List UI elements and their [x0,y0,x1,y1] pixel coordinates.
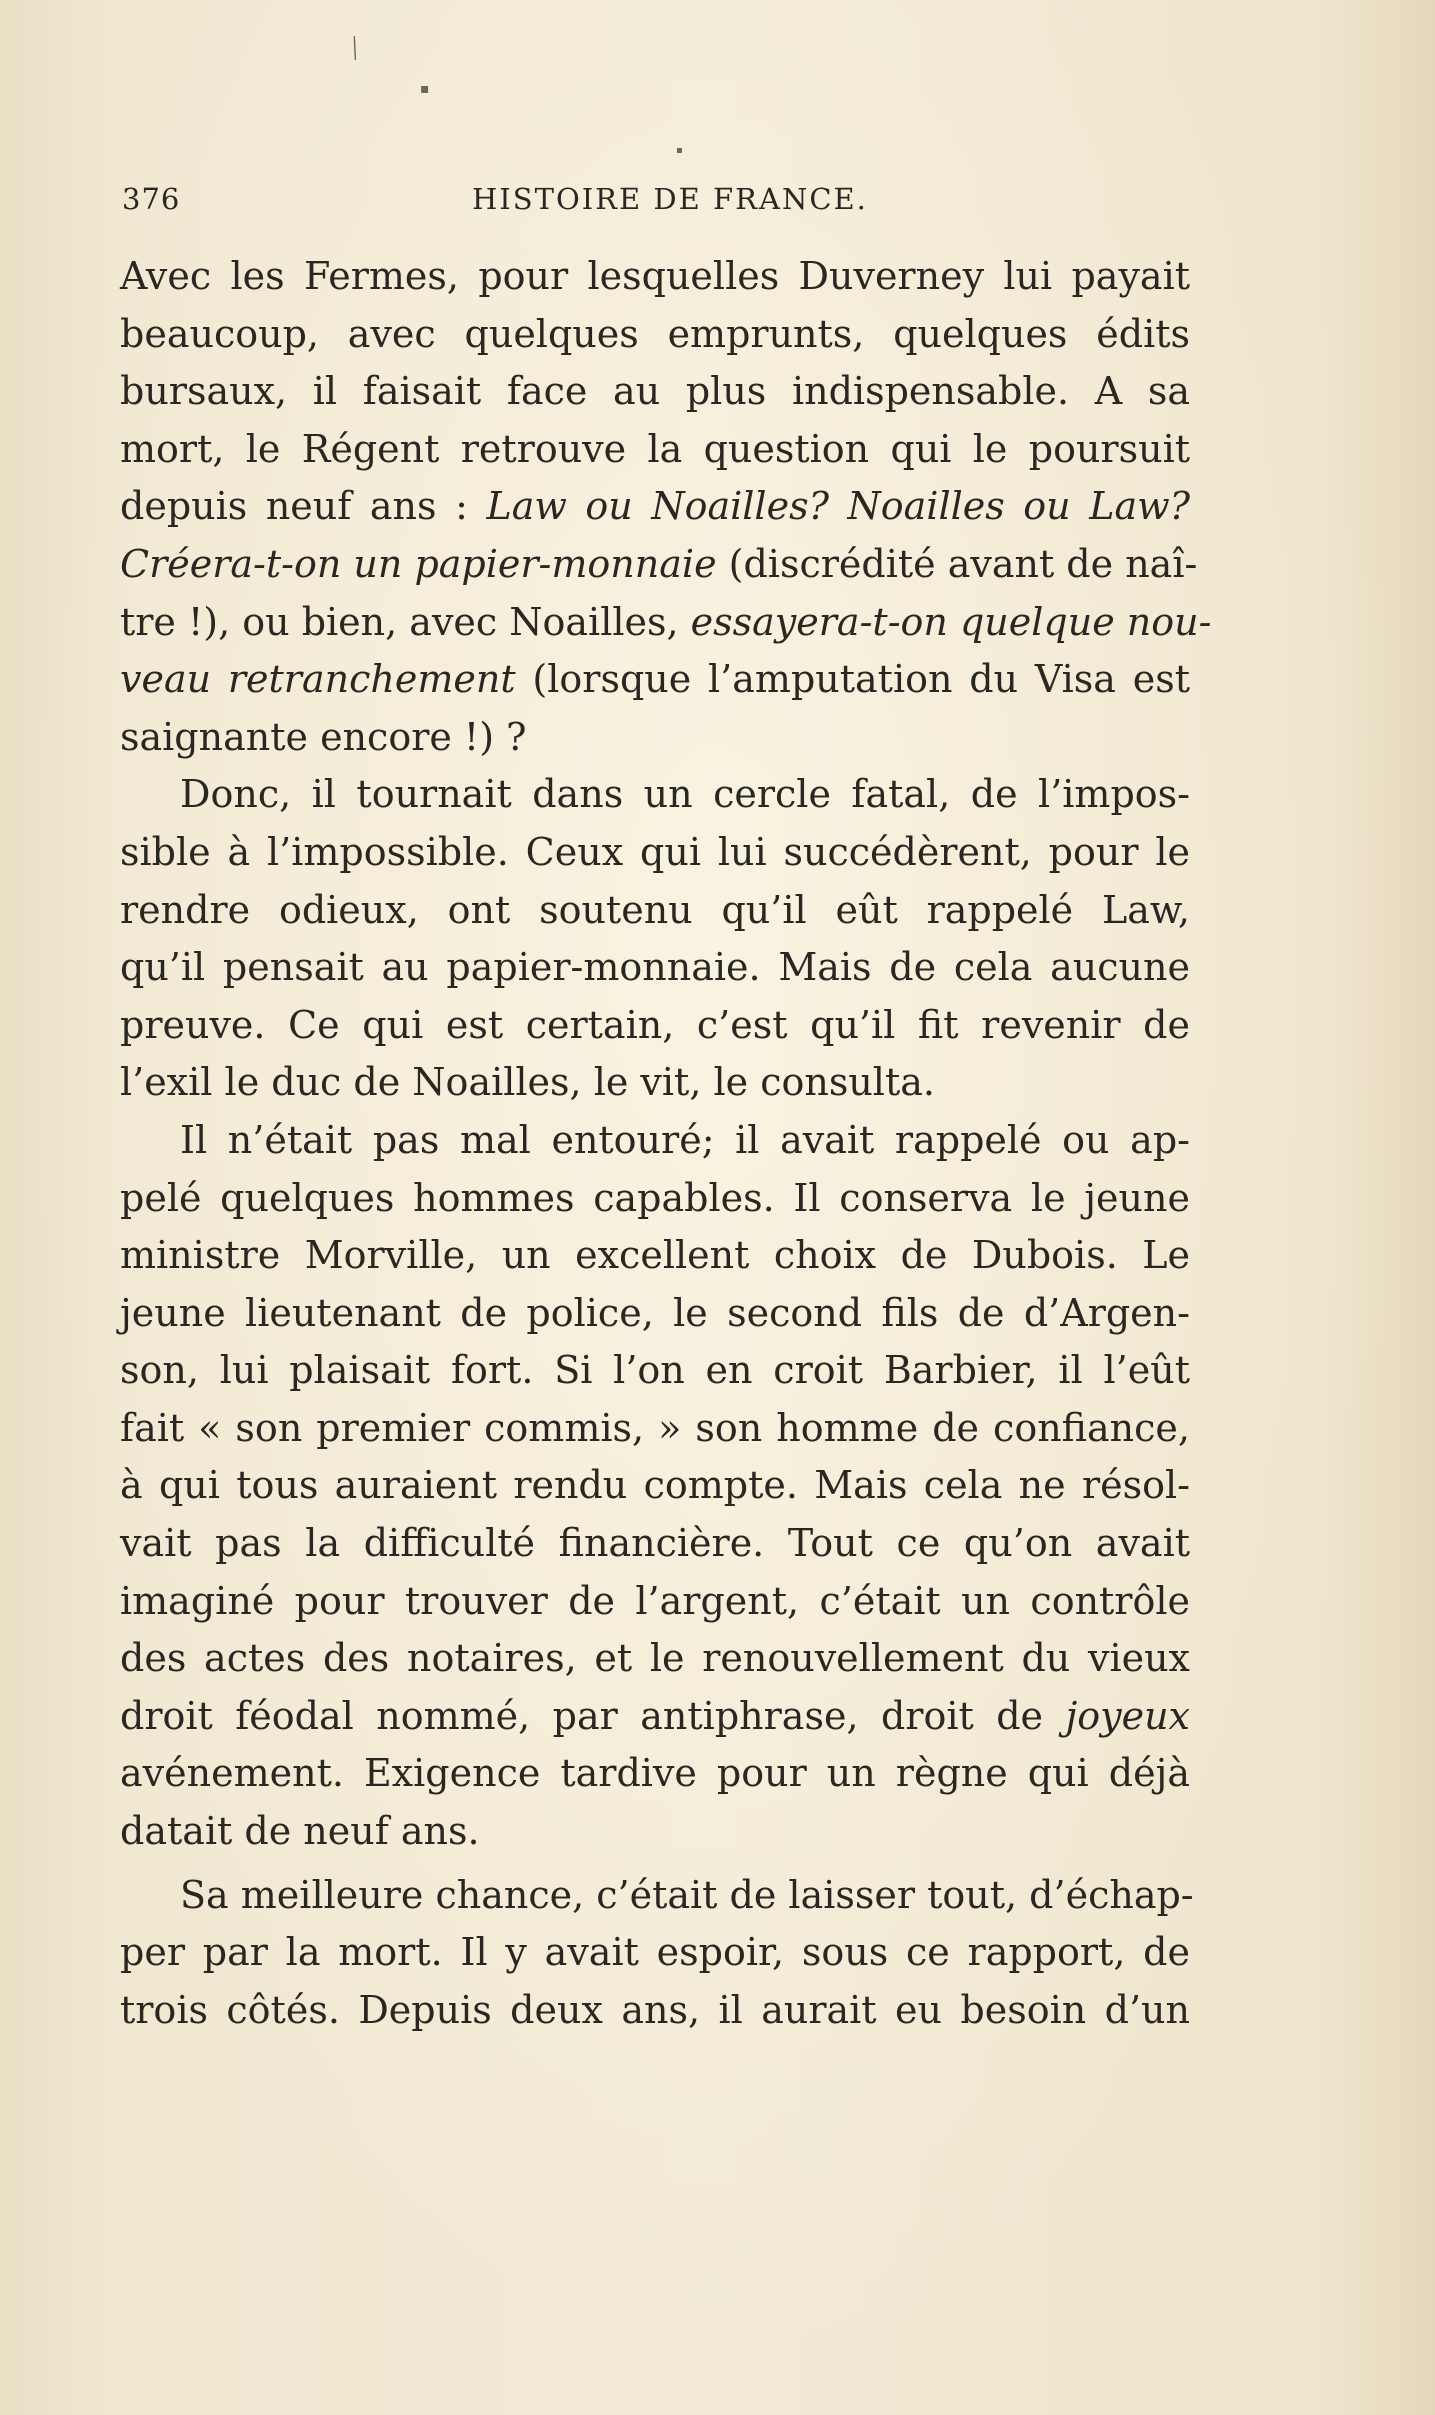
text-line [120,478,1190,536]
text-line [120,997,1190,1055]
text-run: Il n’était pas mal entouré; il avait rappelé ou ap- [180,1117,1190,1162]
text-line [120,421,1190,479]
text-run: mort, le Régent retrouve la question qui le poursuit [120,426,1190,471]
text-line [120,363,1190,421]
text-run: des actes des notaires, et le renouvellement du vieux [120,1636,1190,1681]
italic-text: joyeux [1065,1693,1190,1738]
text-run: preuve. Ce qui est certain, c’est qu’il fit revenir de [120,1002,1190,1047]
text-run: avénement. Exigence tardive pour un règne qui déjà [120,1751,1190,1796]
text-run: Avec les Fermes, pour lesquelles Duverney lui payait [120,254,1190,298]
text-line [120,306,1190,364]
text-run: pelé quelques hommes capables. Il conserva le jeune [120,1175,1190,1220]
text-run: trois côtés. Depuis deux ans, il aurait eu besoin d’un [120,1987,1190,2032]
text-line [120,1227,1190,1285]
text-run: datait de neuf ans. [120,1809,480,1854]
text-run: Donc, il tournait dans un cercle fatal, de l’impos- [180,772,1190,817]
text-run: qu’il pensait au papier-monnaie. Mais de cela aucune [120,945,1190,990]
paragraph [120,766,1190,1112]
text-run: imaginé pour trouver de l’argent, c’était un contrôle [120,1578,1190,1623]
paragraph [120,1867,1194,2040]
text-line [120,882,1190,940]
text-line [120,248,1190,306]
paper-speck: ▪ [420,81,430,97]
text-line [120,1400,1190,1458]
text-line [120,766,1190,824]
paper-speck: ▪ [676,145,683,156]
text-line [120,1515,1190,1573]
text-line [120,1803,1190,1861]
text-line [120,651,1190,709]
text-run: rendre odieux, ont soutenu qu’il eût rappelé Law, [120,887,1190,932]
text-run: depuis neuf ans : [120,484,487,529]
text-line [120,1342,1190,1400]
italic-text: Créera-t-on un papier-monnaie [120,541,717,586]
text-run: tre !), ou bien, avec Noailles, [120,599,691,644]
text-run: (discrédité avant de naî- [716,541,1198,586]
text-run: droit féodal nommé, par antiphrase, droit de [120,1693,1066,1738]
running-title: HISTOIRE DE FRANCE. [472,182,868,216]
paragraph [120,248,1212,766]
text-line [120,1688,1190,1746]
text-run: beaucoup, avec quelques emprunts, quelques édits [120,311,1190,356]
text-line [120,824,1190,882]
page-number: 376 [122,182,181,216]
text-line [120,1867,1194,1925]
text-line [120,939,1190,997]
text-line [120,1745,1190,1803]
running-header [122,182,1192,222]
text-line [120,1457,1190,1515]
text-line [120,1054,1190,1112]
text-run: (lorsque l’amputation du Visa est [515,657,1190,702]
text-line [120,1112,1190,1170]
text-line [120,1170,1190,1228]
text-line [120,1630,1190,1688]
text-run: ministre Morville, un excellent choix de Dubois. Le [120,1233,1190,1278]
text-line [120,1285,1190,1343]
text-run: son, lui plaisait fort. Si l’on en croit Barbier, il l’eût [120,1348,1190,1393]
text-run: vait pas la difficulté financière. Tout ce qu’on avait [120,1521,1190,1566]
text-run: l’exil le duc de Noailles, le vit, le consulta. [120,1060,935,1105]
text-run: saignante encore !) ? [120,714,527,759]
paper-speck: ╱ [345,36,366,61]
text-line [120,536,1198,594]
text-line [120,1982,1190,2040]
text-run: per par la mort. Il y avait espoir, sous ce rapport, de [120,1930,1190,1975]
text-run: bursaux, il faisait face au plus indispensable. A sa [120,369,1190,414]
text-run: Sa meilleure chance, c’était de laisser tout, d’échap- [180,1872,1194,1917]
text-line [120,1924,1190,1982]
text-run: fait « son premier commis, » son homme de confiance, [120,1405,1190,1450]
text-line [120,594,1212,652]
italic-text: Law ou Noailles? Noailles ou Law? [486,484,1190,529]
italic-text: essayera-t-on quelque nou- [690,599,1212,644]
text-run: à qui tous auraient rendu compte. Mais cela ne résol- [120,1463,1190,1508]
text-line [120,709,1190,767]
text-run: jeune lieutenant de police, le second fils de d’Argen- [120,1290,1190,1335]
italic-text: veau retranchement [120,657,516,702]
paragraph [120,1112,1190,1861]
text-run: sible à l’impossible. Ceux qui lui succédèrent, pour le [120,829,1190,874]
body-text [120,248,1212,2039]
text-line [120,1573,1190,1631]
